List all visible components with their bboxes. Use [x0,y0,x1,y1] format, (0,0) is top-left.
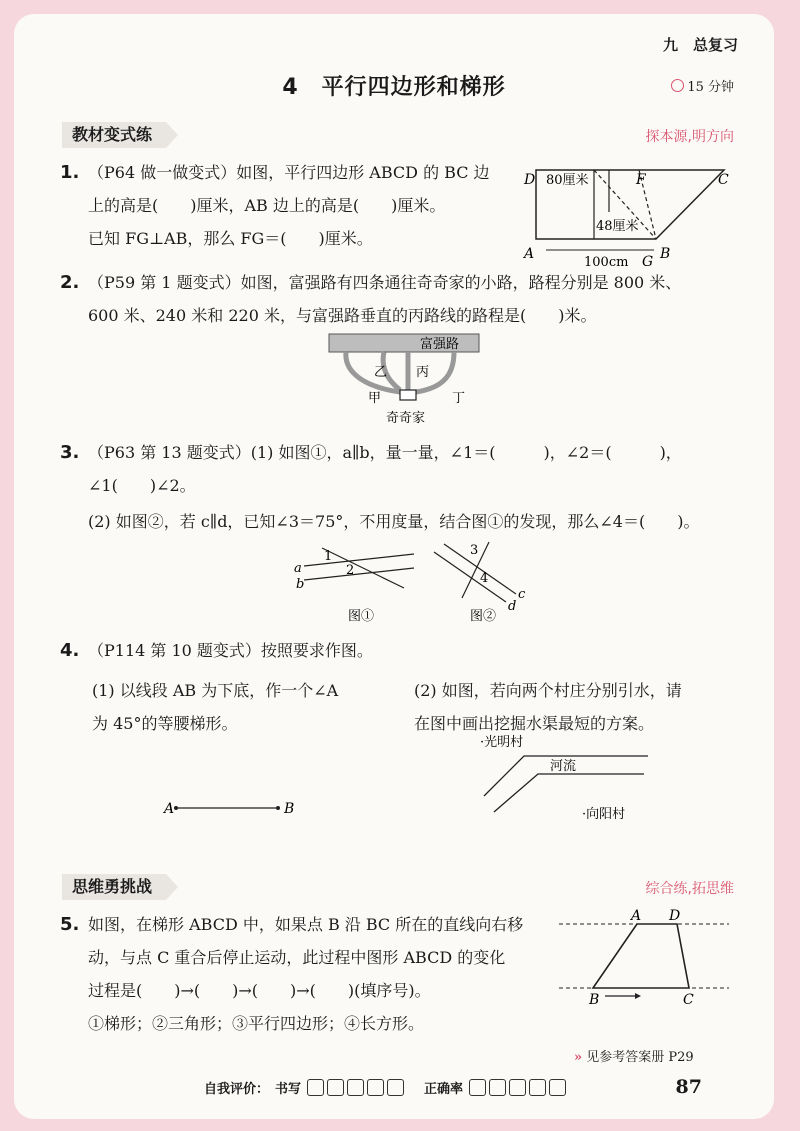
timer [671,76,734,95]
q5-trapezoid-figure [559,906,729,1006]
q1-line2: 上的高是( )厘米，AB 边上的高是( )厘米。 [88,196,446,215]
q5-line3: 过程是( )→( )→( )→( )(填序号)。 [88,981,431,1000]
q3-figures [284,538,534,628]
self-eval-label: 自我评价： [204,1082,270,1097]
accuracy-label: 正确率 [424,1082,464,1097]
q5-line4: ①梯形；②三角形；③平行四边形；④长方形。 [88,1014,425,1033]
q5-line1: 如图，在梯形 ABCD 中，如果点 B 沿 BC 所在的直线向右移 [88,915,524,934]
writing-rating[interactable] [307,1079,404,1096]
village-guangming: ·光明村 [480,735,524,750]
q2-line1: （P59 第 1 题变式）如图，富强路有四条通往奇奇家的小路，路程分别是 800 米、 [88,273,682,292]
river-label: 河流 [550,759,577,774]
label-ding: 丁 [452,391,466,406]
label-C: C [683,992,694,1006]
angle-1: 1 [324,549,333,564]
line-c [444,544,516,594]
q4-part2-b: 在图中画出挖掘水渠最短的方案。 [414,714,655,733]
q5-number: 5. [60,914,80,935]
q2-number: 2. [60,272,80,293]
path-jia [346,352,400,392]
q5-line2: 动，与点 C 重合后停止运动，此过程中图形 ABCD 的变化 [88,948,506,967]
answer-reference [574,1046,694,1065]
label-48: 48厘米 [596,219,639,234]
caption-fig2: 图② [470,609,497,624]
label-b: b [296,577,305,592]
label-A: A [164,801,175,817]
q1-line3: 已知 FG⊥AB，那么 FG＝( )厘米。 [88,229,373,248]
q2-road-figure [324,332,484,432]
label-G: G [642,254,654,269]
q1-parallelogram-figure [514,154,729,269]
q4-part1-a: (1) 以线段 AB 为下底，作一个∠A [92,681,339,700]
thumbs-up-icon[interactable] [509,1079,526,1096]
q1-line1: （P64 做一做变式）如图，平行四边形 ABCD 的 BC 边 [88,163,490,182]
label-bing: 丙 [416,365,430,380]
q4-part2-a: (2) 如图，若向两个村庄分别引水，请 [414,681,682,700]
writing-label: 书写 [275,1082,302,1097]
trapezoid-outline [593,924,689,988]
section-tag-1: 探本源,明方向 [645,129,734,145]
thumbs-up-icon[interactable] [549,1079,566,1096]
chevron-right-icon: » [574,1050,583,1065]
section-tag-2: 综合练,拓思维 [645,881,734,897]
q1-number: 1. [60,162,80,183]
point-A [174,806,178,810]
label-B: B [284,801,295,817]
label-100: 100cm [584,255,629,269]
thumbs-up-icon[interactable] [469,1079,486,1096]
label-80: 80厘米 [546,173,589,188]
chapter-number: 九 [662,36,678,54]
caption-fig1: 图① [348,609,375,624]
q4-line1: （P114 第 10 题变式）按照要求作图。 [88,641,373,660]
section-label-1: 教材变式练 [62,122,166,148]
q2-line2: 600 米、240 米和 220 米，与富强路垂直的丙路线的路程是( )米。 [88,306,597,325]
q4-segment-ab [162,794,302,824]
clock-icon [671,79,684,92]
q3-line2: ∠1( )∠2。 [88,476,196,495]
thumbs-up-icon[interactable] [307,1079,324,1096]
q4-river-figure [474,726,704,836]
label-a: a [294,561,302,576]
angle-3: 3 [470,543,479,558]
chapter-header [663,34,738,55]
section-label-2: 思维勇挑战 [62,874,166,900]
thumbs-up-icon[interactable] [367,1079,384,1096]
thumbs-up-icon[interactable] [489,1079,506,1096]
page-number: 87 [675,1076,702,1098]
label-yi: 乙 [374,365,388,380]
label-B: B [660,246,671,262]
q3-line1: （P63 第 13 题变式）(1) 如图①，a∥b，量一量，∠1＝( )，∠2＝( )， [88,443,682,462]
label-F: F [636,172,646,188]
label-A: A [524,246,535,262]
page-title: 4 平行四边形和梯形 [282,75,506,100]
q3-line3: (2) 如图②，若 c∥d，已知∠3＝75°，不用度量，结合图①的发现，那么∠4＝( )。 [88,512,700,531]
label-D: D [669,908,681,924]
arrow-head-icon [635,993,641,999]
thumbs-up-icon[interactable] [529,1079,546,1096]
village-xiangyang: ·向阳村 [582,807,626,822]
q4-number: 4. [60,640,80,661]
label-jia: 甲 [368,391,382,406]
angle-4: 4 [480,571,489,586]
line-b [304,568,414,580]
label-home: 奇奇家 [386,411,426,426]
thumbs-up-icon[interactable] [327,1079,344,1096]
label-C: C [718,172,729,188]
label-d: d [508,599,517,614]
label-D: D [524,172,536,188]
point-B [276,806,280,810]
line-a [304,554,414,566]
transversal-1 [322,548,404,588]
label-c: c [518,587,526,602]
accuracy-rating[interactable] [469,1079,566,1096]
timer-text: 15 分钟 [687,80,734,95]
q3-number: 3. [60,442,80,463]
self-evaluation [204,1078,566,1097]
chapter-title: 总复习 [692,36,738,54]
thumbs-up-icon[interactable] [347,1079,364,1096]
workbook-page [14,14,774,1119]
label-B: B [589,992,600,1006]
label-A: A [631,908,642,924]
line-d [434,552,506,602]
thumbs-up-icon[interactable] [387,1079,404,1096]
angle-2: 2 [346,563,355,578]
q4-part1-b: 为 45°的等腰梯形。 [92,714,238,733]
answer-ref-text: 见参考答案册 P29 [586,1050,694,1065]
home-box [400,390,416,400]
road-label: 富强路 [420,337,460,352]
